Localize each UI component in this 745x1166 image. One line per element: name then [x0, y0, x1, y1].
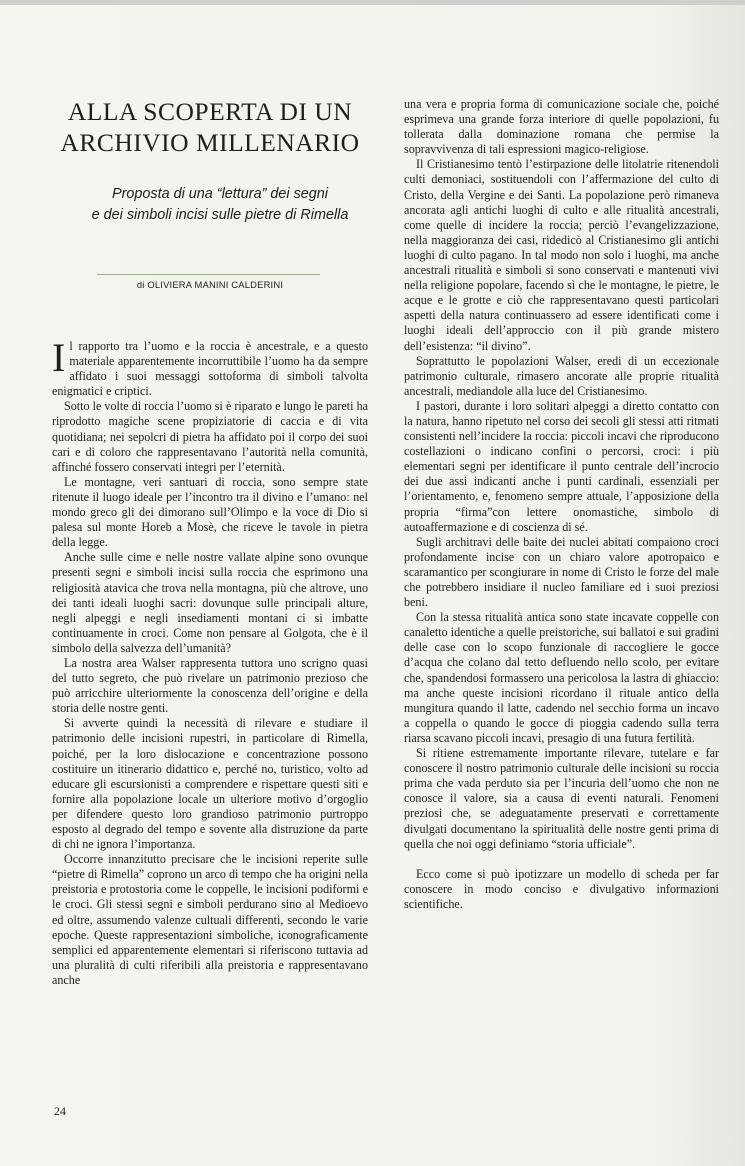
- subtitle-line-1: Proposta di una “lettura” dei segni: [112, 186, 328, 202]
- green-divider: [97, 274, 320, 275]
- paragraph-text: l rapporto tra l’uomo e la roccia è ancestrale, e a questo materiale apparentemente incorruttibile l’uomo ha da sempre affidato i suoi messaggi sottoforma di simboli talvolta enigmatici e criptici.: [52, 339, 368, 399]
- author-byline: di OLIVIERA MANINI CALDERINI: [136, 279, 284, 290]
- article-title: [52, 96, 368, 158]
- paragraph: Sotto le volte di roccia l’uomo si è riparato e lungo le pareti ha riprodotto magiche scene propiziatorie di caccia e di vita quotidiana; nei sepolcri di pietra ha affidato poi il corpo dei suoi cari e di coloro che rappresentavano l’autorità nella comunità, affinché fossero conservati integri per l’eternità.: [52, 399, 368, 474]
- paragraph: Soprattutto le popolazioni Walser, eredi di un eccezionale patrimonio culturale, rimasero ancorate alle proprie ritualità ancestrali, mediandole alla luce del Cristianesimo.: [404, 353, 719, 398]
- paragraph: Si ritiene estremamente importante rilevare, tutelare e far conoscere il nostro patrimonio culturale delle incisioni su roccia prima che vada perduto sia per l’incuria dell’uomo che non ne conosce il valore, sia a causa di eventi naturali. Fenomeni preziosi che, se adeguatamente preservati e correttamente divulgati documentano la spiritualità delle nostre genti prima di quella che noi oggi definiamo “storia ufficiale”.: [404, 746, 719, 851]
- title-line-1: ALLA SCOPERTA DI UN: [67, 97, 353, 126]
- subtitle-line-2: e dei simboli incisi sulle pietre di Rimella: [91, 207, 349, 223]
- drop-cap: I: [52, 335, 66, 380]
- paragraph: Si avverte quindi la necessità di rilevare e studiare il patrimonio delle incisioni rupestri, in particolare di Rimella, poiché, per la loro dislocazione e concentrazione possono costituire un itinerario didattico e, perché no, turistico, volto ad educare gli escursionisti a comprendere e rispettare questi siti e fornire alla popolazione locale un ulteriore motivo d’orgoglio per difendere questo loro grandioso patrimonio purtroppo esposto al degrado del tempo e sovente alla distruzione da parte di chi ne ignora l’importanza.: [52, 716, 368, 852]
- paragraph: Occorre innanzitutto precisare che le incisioni reperite sulle “pietre di Rimella” coprono un arco di tempo che ha origini nella preistoria e protostoria come le coppelle, le incisioni podiformi e le croci. Gli stessi segni e simboli perdurano sino al Medioevo ed oltre, assumendo valenze cultuali differenti, secondo le varie epoche. Queste rappresentazioni simboliche, iconograficamente semplici ed apparentemente elementari si riferiscono tuttavia ad una pluralità di culti riferibili alla preistoria e rappresentavano anche: [52, 852, 368, 987]
- paragraph: I pastori, durante i loro solitari alpeggi a diretto contatto con la natura, hanno ripetuto nel corso dei secoli gli stessi atti ritmati consistenti nell’incidere la roccia: piccoli incavi che riproducono costellazioni o indicano confini o percorsi, croci: i più elementari segni per identificare il punto centrale dell’incrocio dei due assi indicanti anche i punti cardinali, essenziali per l’orientamento, e, fenomeno sempre attuale, l’apposizione della propria “firma”con lettere onomastiche, simbolo di autoaffermazione e di coscienza di sé.: [404, 398, 719, 534]
- paragraph: Ecco come si può ipotizzare un modello di scheda per far conoscere in modo conciso e divulgativo informazioni scientifiche.: [404, 866, 719, 911]
- page-number: 24: [54, 1104, 66, 1118]
- paragraph: Le montagne, veri santuari di roccia, sono sempre state ritenute il luogo ideale per l’incontro tra il divino e l’umano: nel mondo greco gli dei dimorano sull’Olimpo e la voce di Dio si palesa sul monte Horeb a Mosè, che riceve le tavole in pietra della legge.: [52, 474, 368, 550]
- paragraph: Anche sulle cime e nelle nostre vallate alpine sono ovunque presenti segni e simboli incisi sulla roccia che esprimono una religiosità atavica che trova nella montagna, più che altrove, uno dei tanti ideali luoghi sacri: dovunque sulle principali alture, negli alpeggi e negli insediamenti montani ci si imbatte continuamente in croci. Come non pensare al Golgota, che è il simbolo della salvezza dell’umanità?: [52, 550, 368, 655]
- paragraph: Il Cristianesimo tentò l’estirpazione delle litolatrie ritenendoli culti demoniaci, sostituendoli con l’affermazione del culto di Cristo, della Vergine e dei Santi. La popolazione però rimaneva ancorata agli antichi luoghi di culto e alle ritualità ancestrali, come quelle di incidere la roccia; perciò l’evangelizzazione, nella maggioranza dei casi, ridedicò al Cristianesimo gli antichi luoghi di culto pagano. In tal modo non solo i luoghi, ma anche ancestrali ritualità e simboli si sono conservati e mantenuti vivi nella religione popolare, facendo sì che le montagne, le pietre, le acque e le grotte e ciò che rappresentavano questi particolari aspetti della natura continuassero ad essere identificati come i luoghi ideali dell’approccio con il più grande mistero dell’esistenza: “il divino”.: [404, 157, 719, 353]
- left-column: [52, 335, 368, 988]
- paragraph: [52, 335, 368, 399]
- paragraph: Sugli architravi delle baite dei nuclei abitati compaiono croci profondamente incise con un chiaro valore apotropaico e scaramantico per scongiurare in nome di Cristo le forze del male che potrebbero insidiare il nucleo familiare ed i suoi preziosi beni.: [404, 534, 719, 610]
- article-subtitle: [62, 184, 378, 226]
- right-column: [404, 97, 719, 912]
- paragraph: Con la stessa ritualità antica sono state incavate coppelle con canaletto identiche a quelle preistoriche, sui ballatoi e sui gradini delle case con lo scopo funzionale di raccogliere le gocce d’acqua che colano dal tetto defluendo nello scolo, per evitare che, spandendosi formassero una pericolosa la lastra di ghiaccio: ma anche queste incisioni ricordano il rituale antico della mungitura quando il latte, cadendo nel secchio forma un incavo a coppella o quando le gocce di pioggia cadendo sulla terra riarsa scavano piccoli incavi, presagio di una futura fertilità.: [404, 610, 719, 745]
- paragraph: La nostra area Walser rappresenta tuttora uno scrigno quasi del tutto segreto, che può rivelare un patrimonio prezioso che può arricchire ulteriormente la conoscenza dell’origine e della storia delle nostre genti.: [52, 655, 368, 716]
- title-line-2: ARCHIVIO MILLENARIO: [60, 128, 360, 157]
- paragraph: una vera e propria forma di comunicazione sociale che, poiché esprimeva una grande forza interiore di quelle popolazioni, fu tollerata dalla dominazione romana che permise la sopravvivenza di tali espressioni magico-religiose.: [404, 97, 719, 157]
